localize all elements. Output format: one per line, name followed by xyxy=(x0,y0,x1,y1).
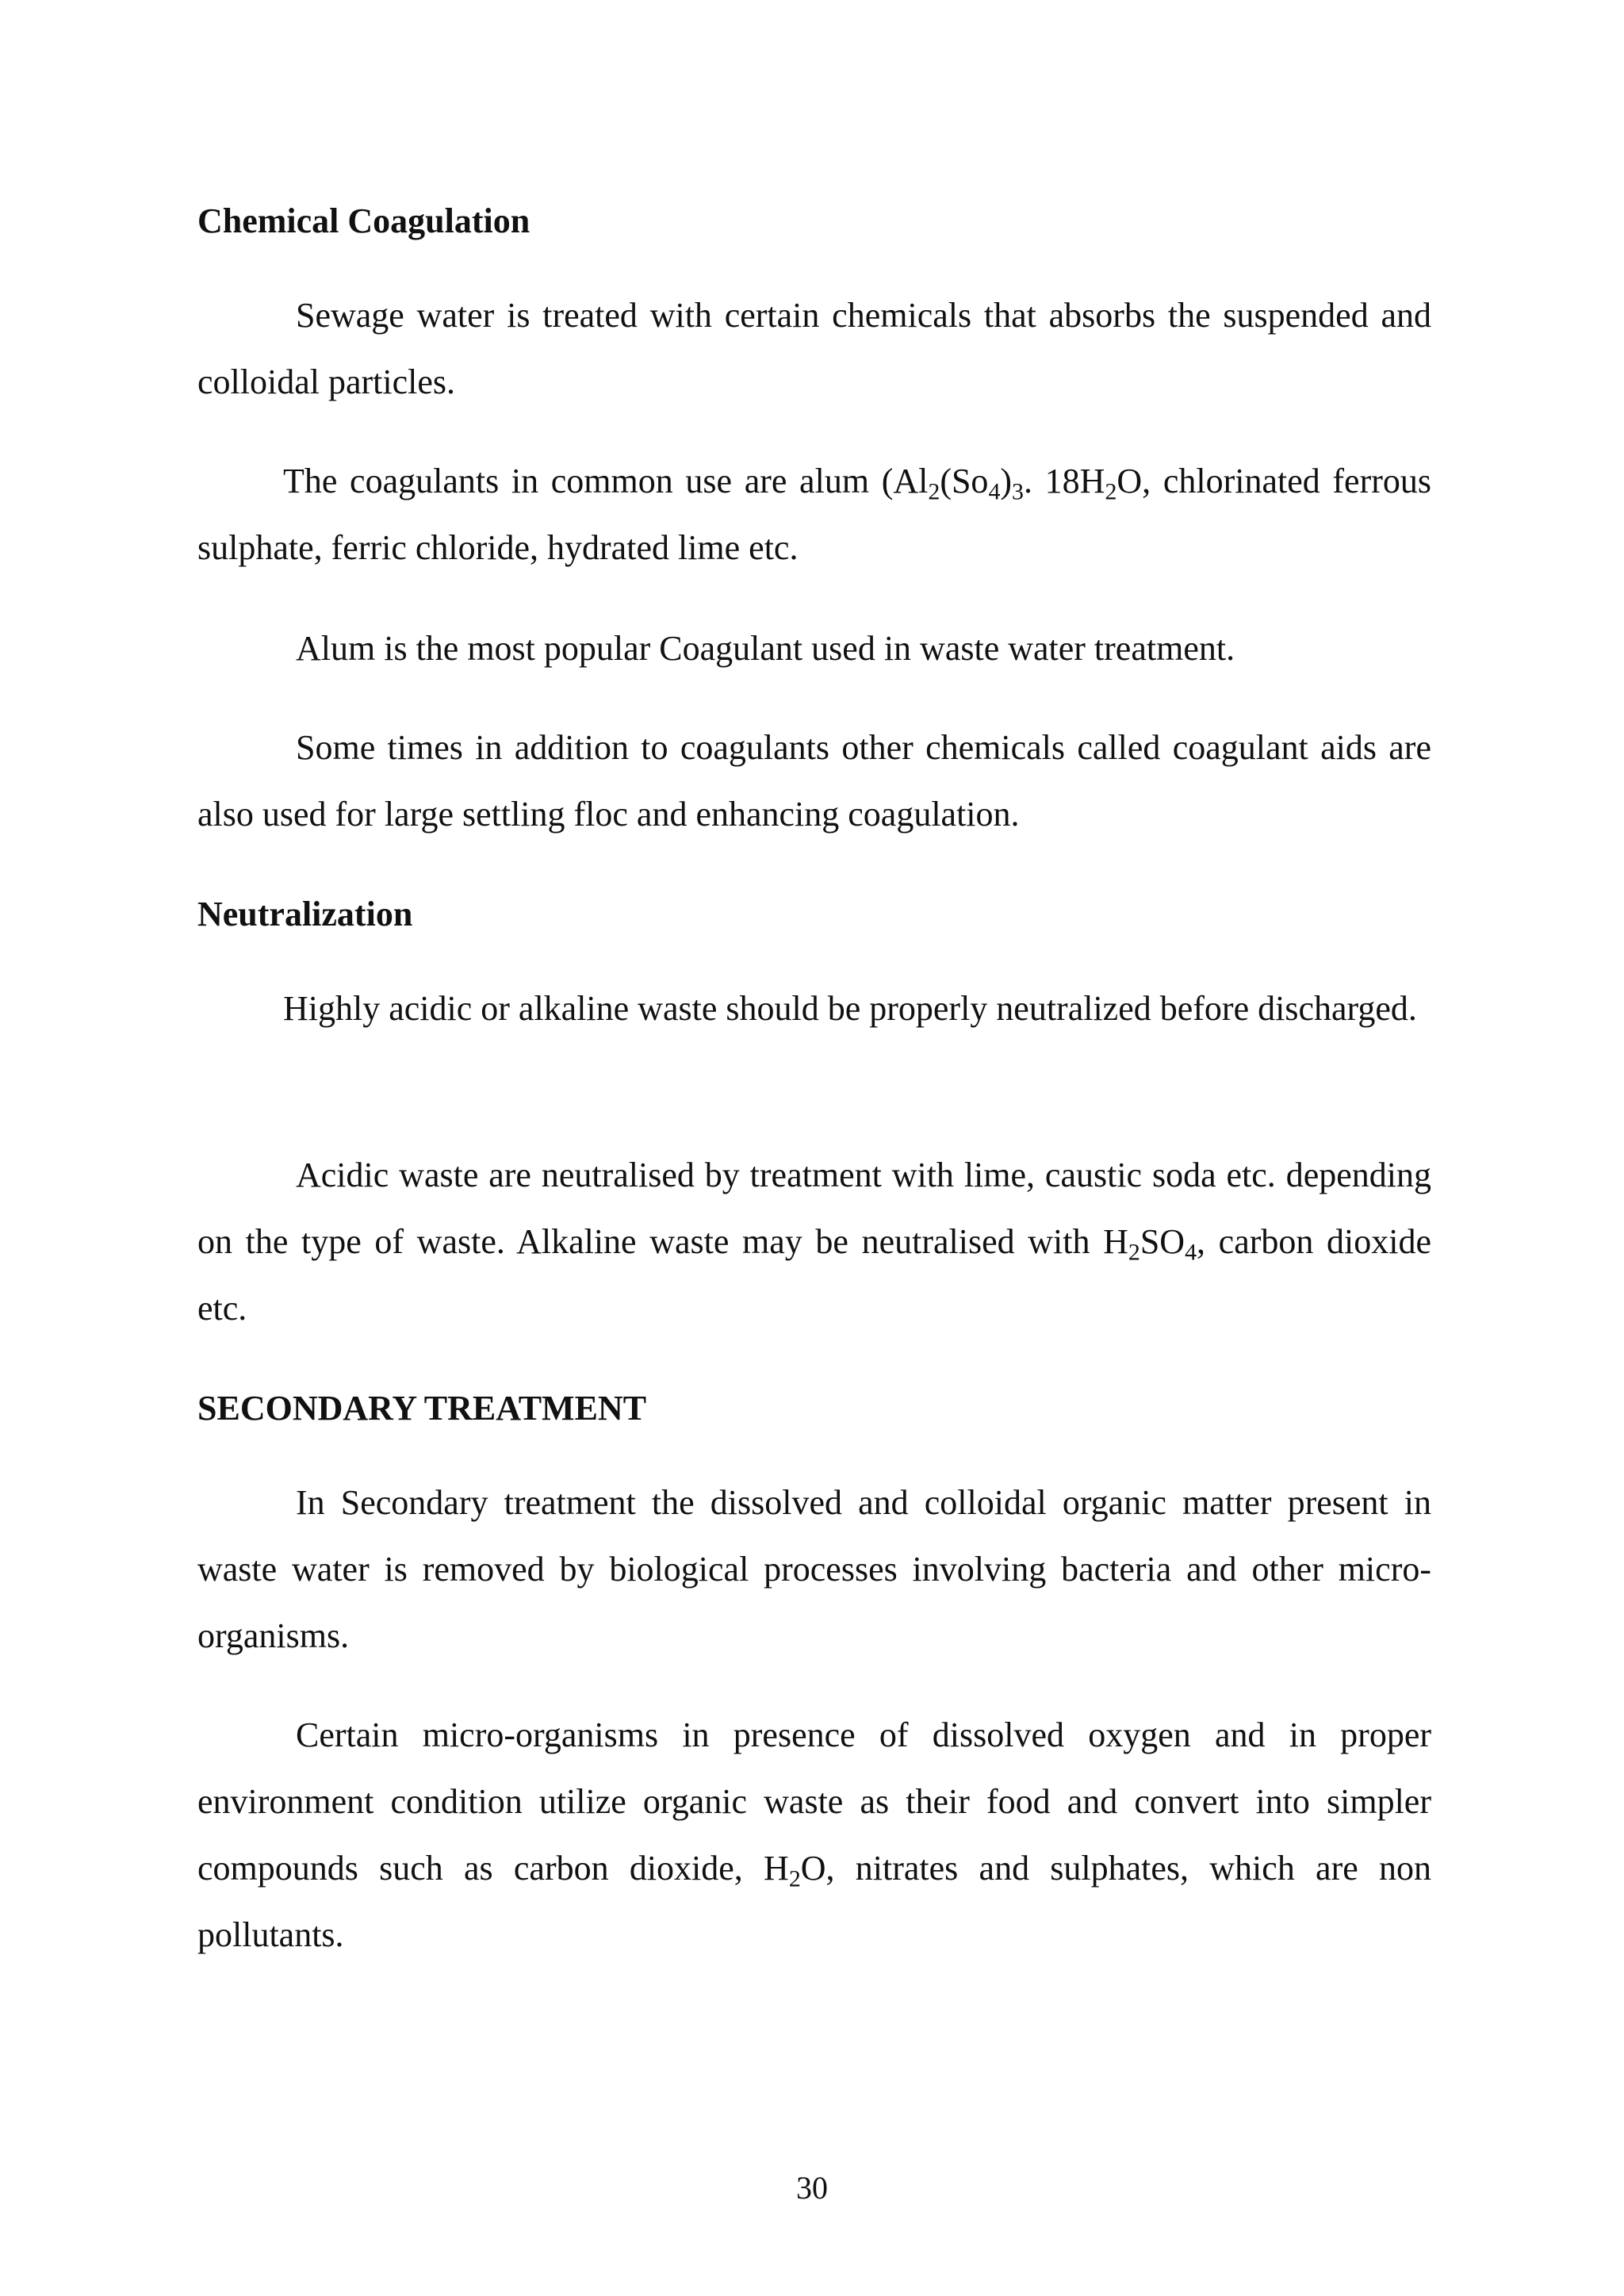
paragraph-coagulant-aids: Some times in addition to coagulants other chemicals called coagulant aids are also used for large settling floc and enhancing coagulation. xyxy=(197,728,1431,834)
heading-secondary-treatment: SECONDARY TREATMENT xyxy=(197,1389,647,1428)
heading-chemical-coagulation: Chemical Coagulation xyxy=(197,201,530,240)
paragraph-acidic-alkaline: Highly acidic or alkaline waste should be properly neutralized before discharged. xyxy=(283,989,1417,1028)
paragraph-secondary-treatment: In Secondary treatment the dissolved and colloidal organic matter present in waste water is removed by biological processes involving bacteria and other micro-organisms. xyxy=(197,1483,1431,1655)
paragraph-micro-organisms: Certain micro-organisms in presence of dissolved oxygen and in proper environment condition utilize organic waste as their food and convert into simpler compounds such as carbon dioxide, $H_2O$, nitrates and sulphates, which are non pollutants. xyxy=(197,1715,1431,1954)
paragraph-coagulants: The coagulants in common use are alum ($Al_2(So_4)_3$. $18H_2O$, chlorinated ferrous sulphate, ferric chloride, hydrated lime etc. xyxy=(197,462,1431,567)
heading-neutralization: Neutralization xyxy=(197,895,413,933)
paragraph-neutralised: Acidic waste are neutralised by treatment with lime, caustic soda etc. depending on the type of waste. Alkaline waste may be neutralised with $H_2SO_4$, carbon dioxide etc. xyxy=(197,1156,1431,1328)
paragraph-alum-popular: Alum is the most popular Coagulant used in waste water treatment. xyxy=(296,629,1235,668)
page-number: 30 xyxy=(796,2170,828,2206)
paragraph-sewage-treated: Sewage water is treated with certain chemicals that absorbs the suspended and colloidal particles. xyxy=(197,296,1431,401)
